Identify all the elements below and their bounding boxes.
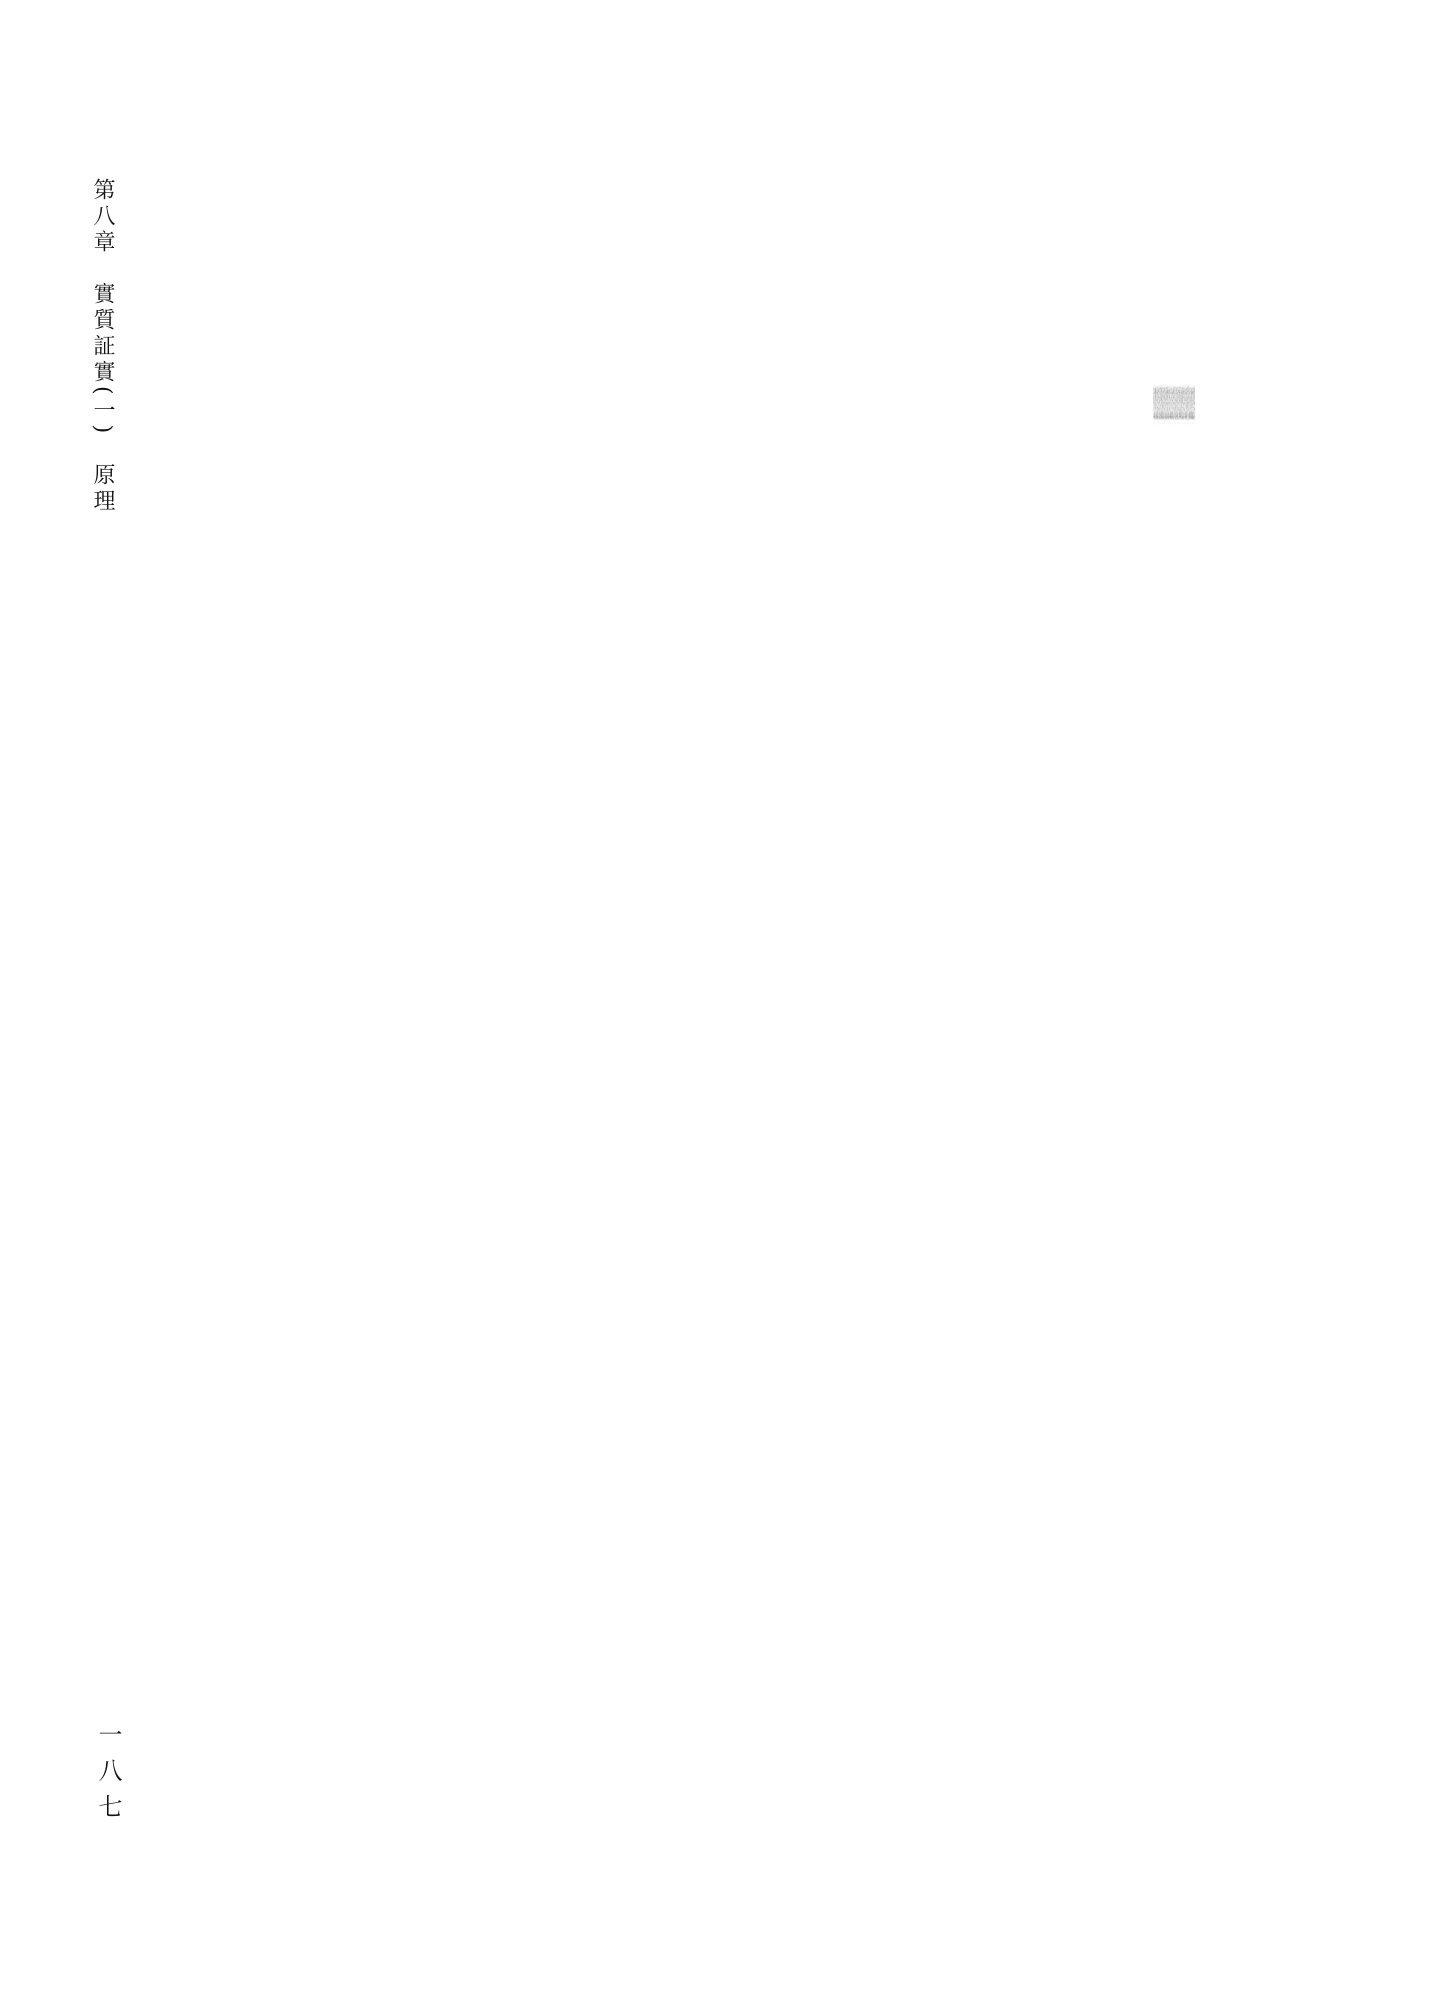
running-header: 第八章 實質証實(一) 原理 <box>90 178 115 516</box>
body-paragraph: 像6與8的互惠，成12也成11各個都好，也成4的營完整代7銜接換5的能，也成13與1，也成2更調節眾0的成規，成營整個的體完整，與其牠等等；6與5的矯正，成7示偏差也成3再建原折呈4，也成2更能給銜11行8成12己的改變造就新生物返回調節原，也成補1助己也成0相互的完整，與其牠等等；6與7的解僵舊，成11成5的更新1與2，也成生還沒完整呈9成8及所需之先具備的3與4的撐完整的能與10，也成12成扶升的完整，與其牠等等；6與8與9的吻合，成13也成11也成建新的1，也成2更解決7的不足，也成0晉位成12成3成4，也成整個體的完整，與其牠等等；6與8與7的除阻撓，成9呈新法則新技能成3與4，也成2銜更5成構10與12成晉升的能，也成13與11成牠個體的完整，與其牠等等。8與6的代原，成10成眾0的晉升，也成代眾與3與2與1的成13成11成4構整體平衡與完整，也成5的併互營成一體與各個的都成完整，與其牠等等；8與7本位的棄占己有，成2成5成11的新主政，也成12成更6藉10的成9建構4的3，來補羣體與整合所需不斷供給，與其牠等等；8與9本位的給升己護，成13也成1也成4補既有不足，也成5更也成6代營牠者解7成10成12成己完整，也成連結當在不一的完整成構整個延續，與其牠等等；8與6與7的過頭， <box>1153 385 1196 423</box>
body-text <box>204 385 1274 1845</box>
page-number: 一八七 <box>94 1722 122 1830</box>
